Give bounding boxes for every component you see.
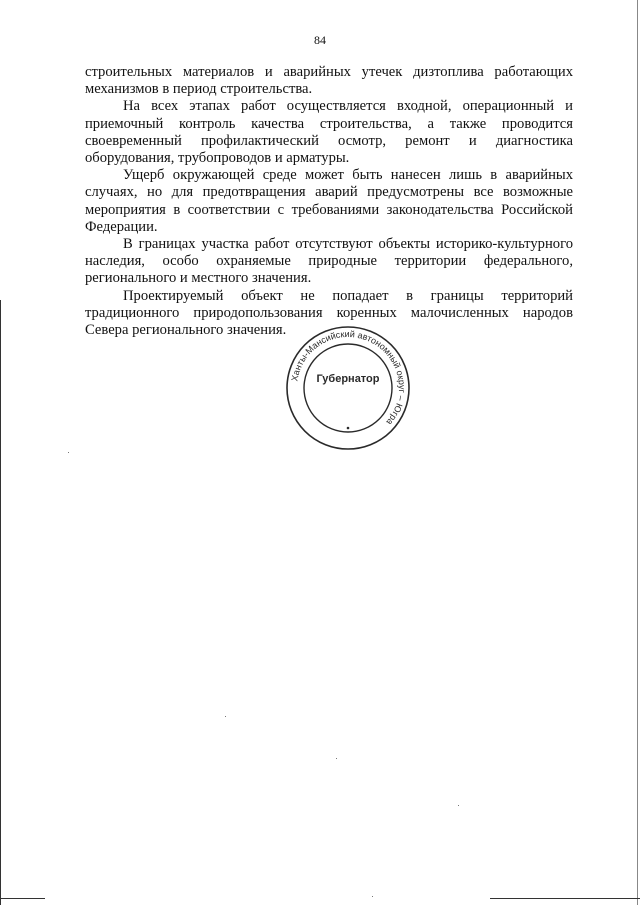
scan-edge-left [0,300,1,905]
paragraph-2: На всех этапах работ осуществляется входной, операционный и приемочный контроль качества строительства, а также проводится своевременный профилактический осмотр, ремонт и диагностика оборудования, трубопроводов и арматуры. [85,98,573,167]
scan-speck [68,452,69,453]
paragraph-3: Ущерб окружающей среде может быть нанесен лишь в аварийных случаях, но для предотвращения аварий предусмотрены все возможные мероприятия в соответствии с требованиями законодательства Российской Федерации. [85,167,573,235]
seal-dot [347,427,350,430]
scan-edge-bottom-right [490,898,640,899]
official-seal [285,325,411,451]
scan-speck [336,758,337,759]
document-body [85,64,573,339]
scan-edge-right [637,0,638,905]
scan-speck [225,716,226,717]
paragraph-5: Проектируемый объект не попадает в границы территорий традиционного природопользования коренных малочисленных народов Севера регионального значения. [85,287,573,339]
page-number: 84 [314,33,326,47]
paragraph-1: строительных материалов и аварийных утечек дизтоплива работающих механизмов в период строительства. [85,64,573,98]
scan-speck [458,805,459,806]
scan-speck [372,896,373,897]
seal-graphic [285,325,411,451]
paragraph-4: В границах участка работ отсутствуют объекты историко-культурного наследия, особо охраняемые природные территории федерального, регионального и местного значения. [85,236,573,287]
seal-center-text: Губернатор [316,373,380,385]
scan-edge-bottom-left [0,898,45,899]
seal-outer-ring [287,327,409,449]
seal-inner-ring [304,344,392,432]
seal-ring-text: Ханты-Мансийский автономный округ – Югра [289,328,408,428]
